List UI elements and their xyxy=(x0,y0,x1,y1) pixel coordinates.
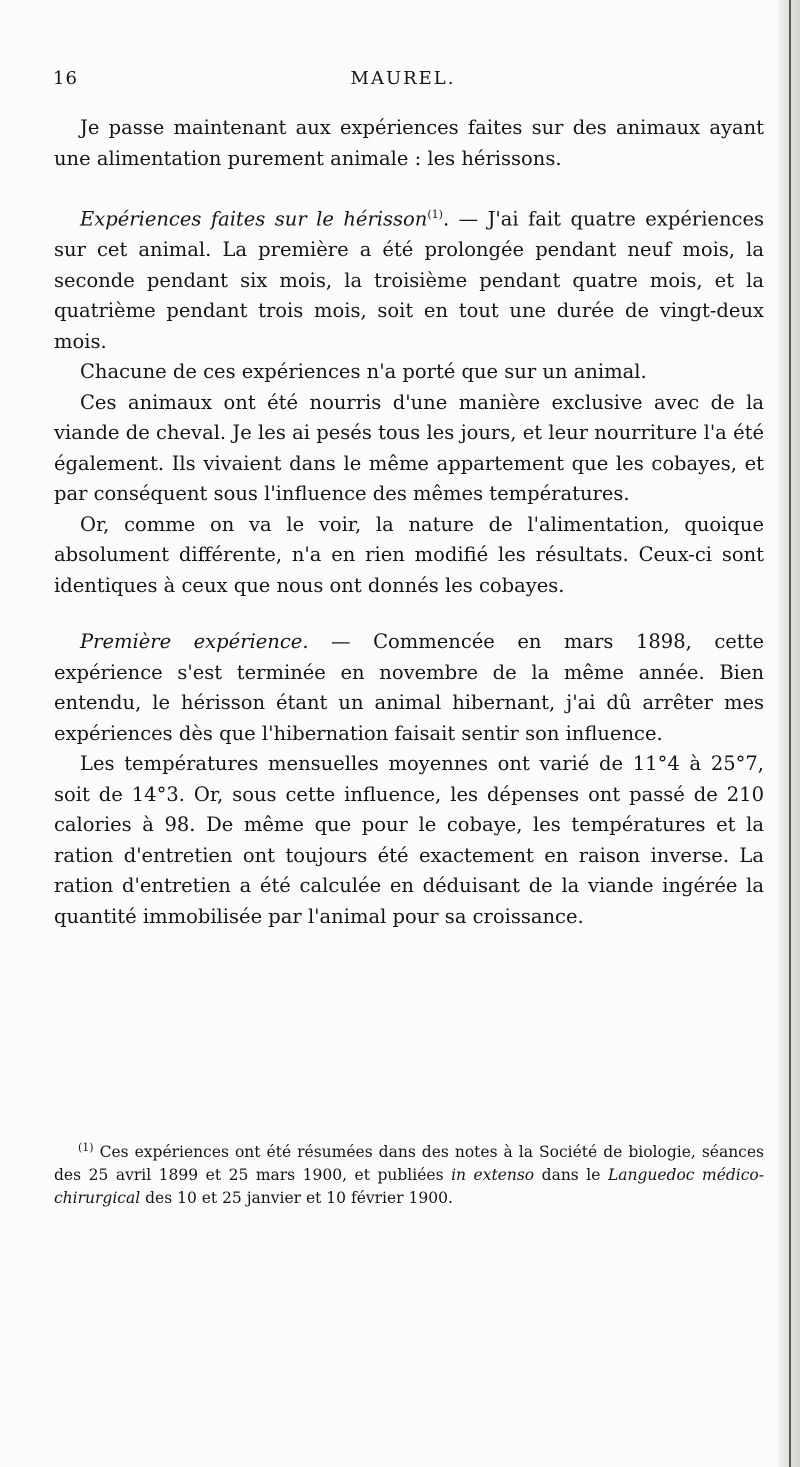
page-header xyxy=(53,68,753,94)
paragraph: Or, comme on va le voir, la nature de l'alimentation, quoique absolument différente, n'a en rien modifié les résultats. Ceux-ci sont identiques à ceux que nous ont donnés les cobayes. xyxy=(54,512,764,597)
footnote-reference: (1) xyxy=(427,208,443,221)
paragraph: Chacune de ces expériences n'a porté que sur un animal. xyxy=(80,360,647,383)
paragraph: Expériences faites sur le hérisson$^{(1)}$. — J'ai fait quatre expériences sur cet animal. La première a été prolongée pendant neuf mois, la seconde pendant six mois, la troisième pendant quatre mois, et la quatrième pendant trois mois, soit en tout une durée de vingt-deux mois. xyxy=(54,207,764,353)
paragraph: Les températures mensuelles moyennes ont varié de 11°4 à 25°7, soit de 14°3. Or, sous cette influence, les dépenses ont passé de 210 calories à 98. De même que pour le cobaye, les températures et la ration d'entretien ont toujours été exactement en raison inverse. La ration d'entretien a été calculée en déduisant de la viande ingérée la quantité immobilisée par l'animal pour sa croissance. xyxy=(54,752,764,928)
footnote-marker: (1) xyxy=(78,1141,94,1154)
footnote: $^{(1)}$ Ces expériences ont été résumées dans des notes à la Société de biologie, séances des 25 avril 1899 et 25 mars 1900, et publiées in extenso dans le Languedoc médico-chirurgical des 10 et 25 janvier et 10 février 1900. xyxy=(54,1141,764,1208)
body-text xyxy=(54,113,764,932)
running-title: MAUREL. xyxy=(350,68,456,89)
section-lead: Première expérience. xyxy=(80,630,309,653)
section-lead: Expériences faites sur le hérisson xyxy=(80,207,428,231)
page-number: 16 xyxy=(53,68,78,89)
paragraph: Ces animaux ont été nourris d'une manière exclusive avec de la viande de cheval. Je les ai pesés tous les jours, et leur nourriture l'a été également. Ils vivaient dans le même appartement que les cobayes, et par conséquent sous l'influence des mêmes températures. xyxy=(54,390,764,505)
paragraph: Je passe maintenant aux expériences faites sur des animaux ayant une alimentation purement animale : les hérissons. xyxy=(54,116,764,170)
binding-line xyxy=(789,0,791,1467)
paragraph: Première expérience. — Commencée en mars 1898, cette expérience s'est terminée en novembre de la même année. Bien entendu, le hérisson étant un animal hibernant, j'ai dû arrêter mes expériences dès que l'hibernation faisait sentir son influence. xyxy=(54,630,765,745)
